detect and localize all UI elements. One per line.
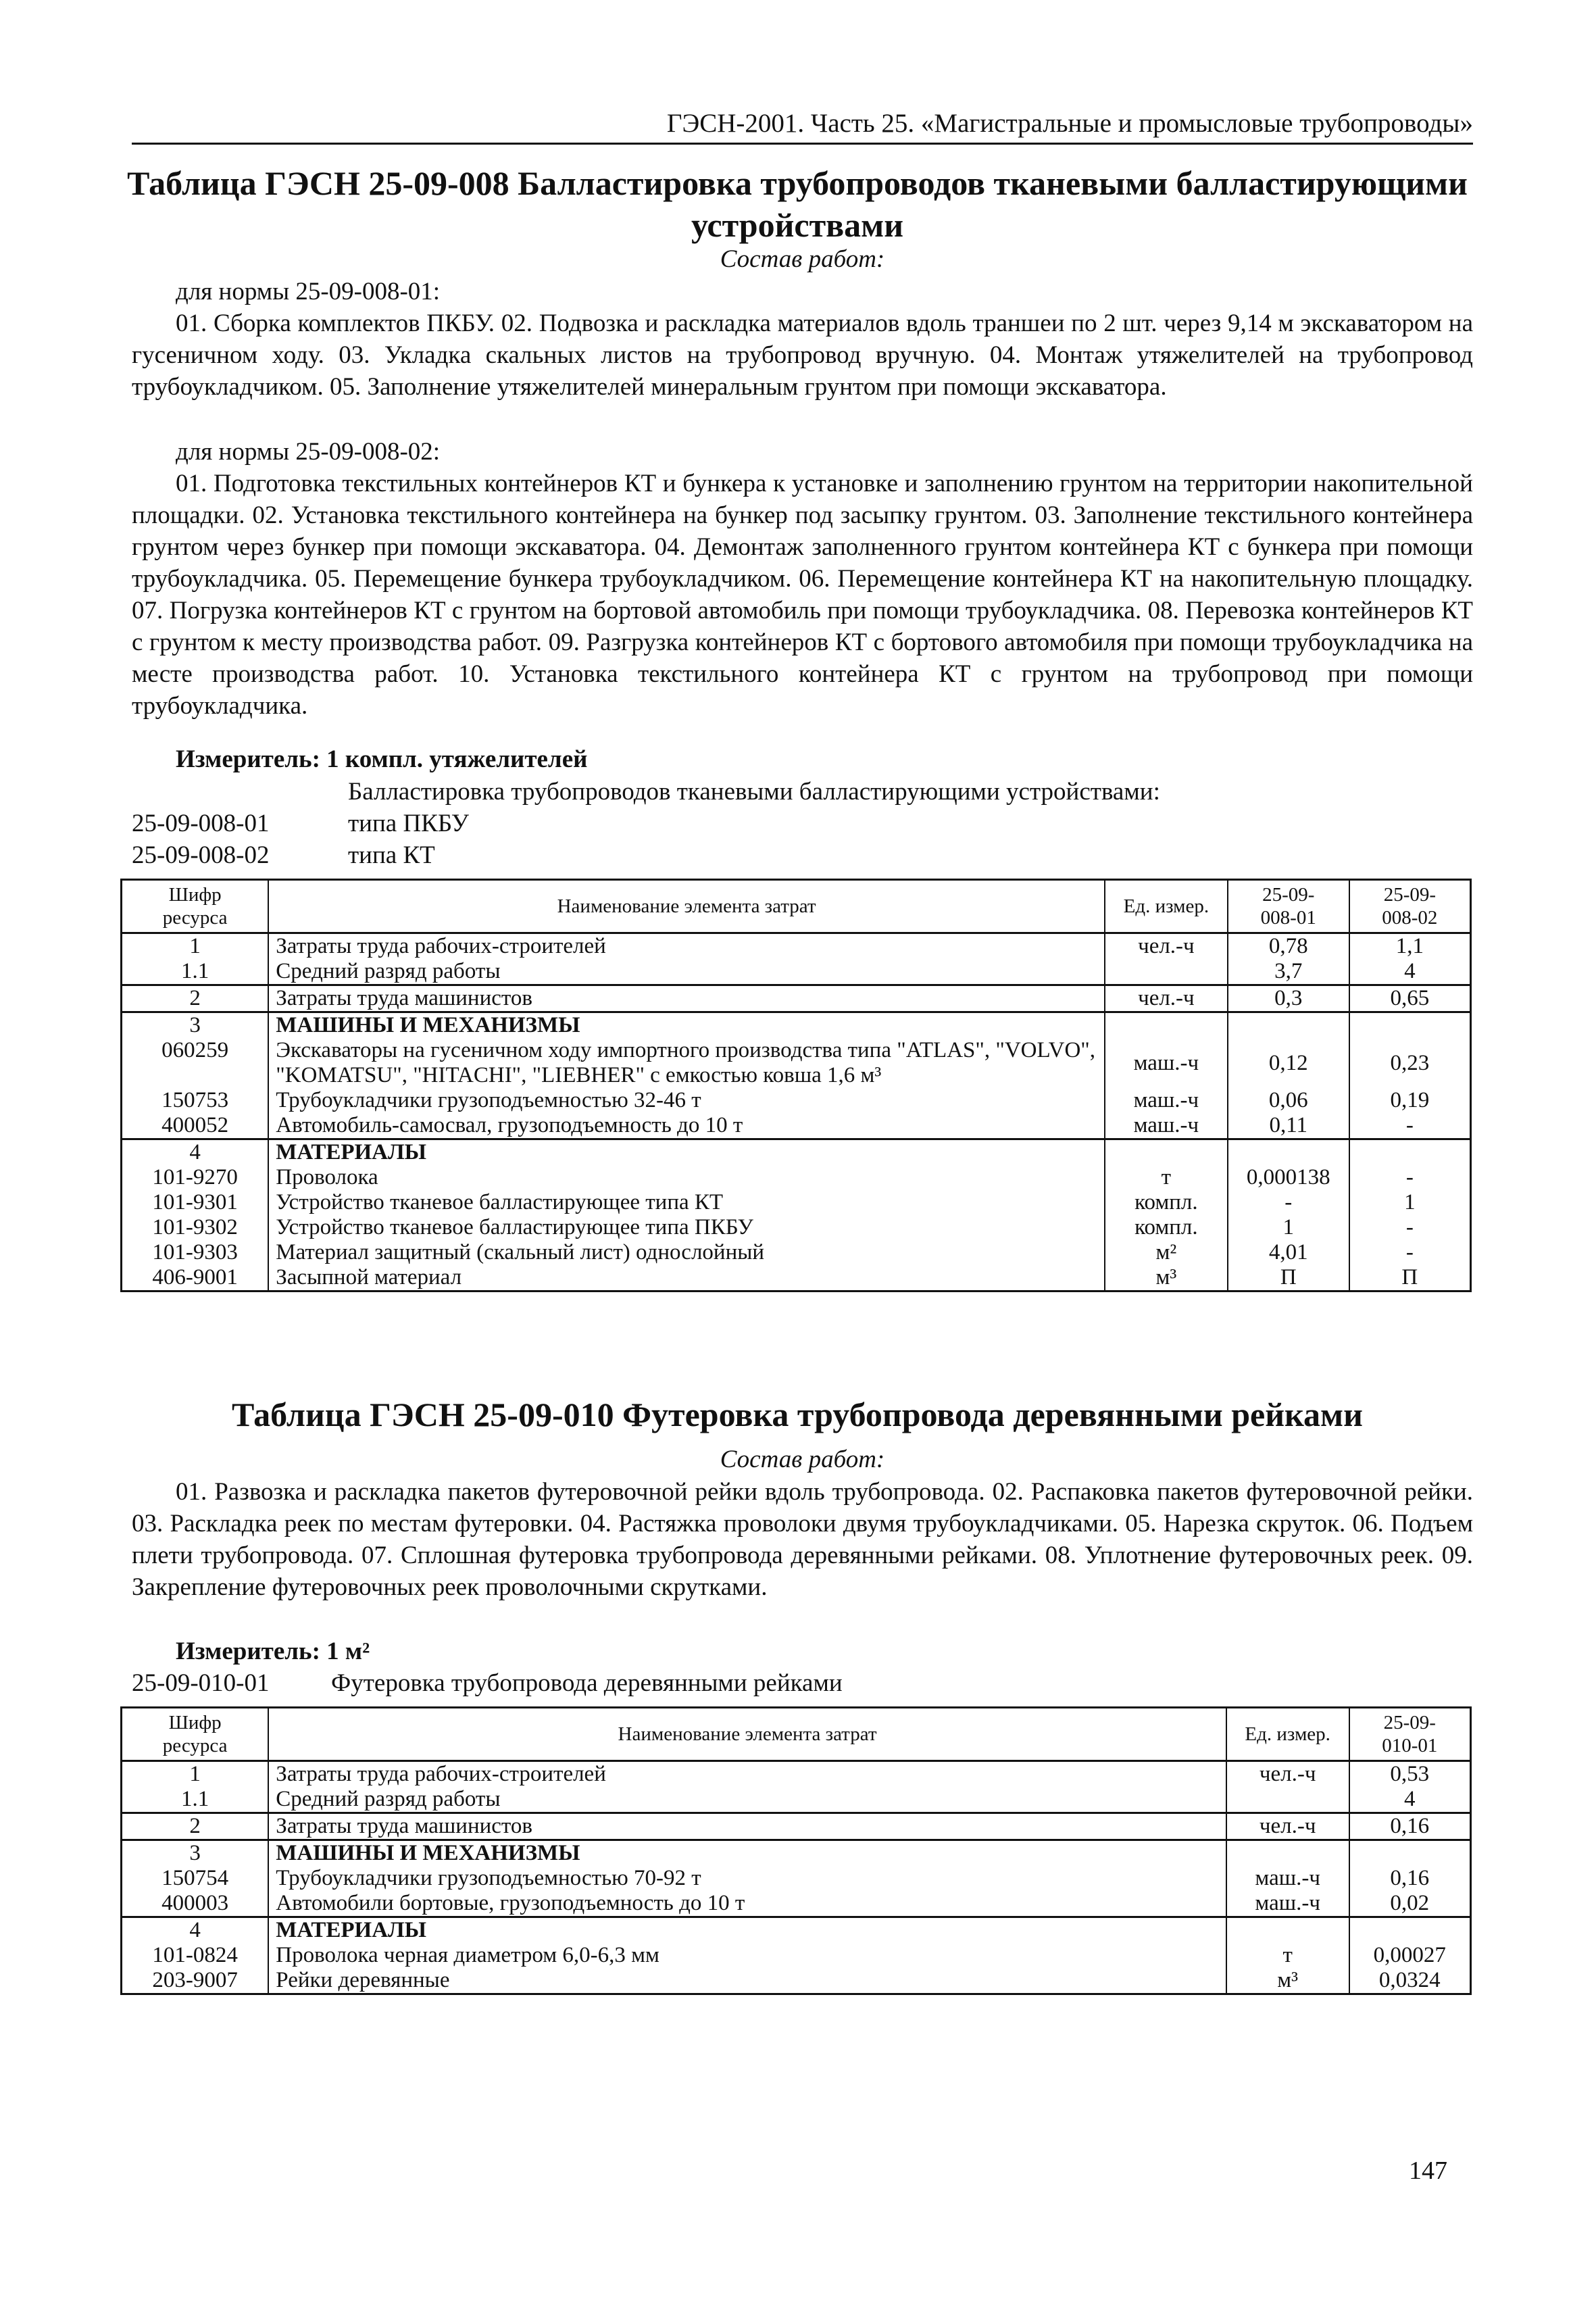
cell-name: Устройство тканевое балластирующее типа КТ — [268, 1190, 1105, 1215]
cell-value — [1349, 1840, 1471, 1867]
header-name: Наименование элемента затрат — [268, 880, 1105, 933]
cell-section-name: МАШИНЫ И МЕХАНИЗМЫ — [268, 1840, 1226, 1867]
header-unit: Ед. измер. — [1226, 1708, 1349, 1761]
cell-code: 1 — [122, 933, 269, 960]
variant-name: типа КТ — [348, 841, 435, 869]
cell-code: 101-9303 — [122, 1240, 269, 1265]
cell-name: Автомобиль-самосвал, грузоподъемность до 10 т — [268, 1113, 1105, 1139]
cell-code: 2 — [122, 1813, 269, 1840]
table1-composition-label: Состав работ: — [720, 245, 885, 273]
cell-name: Рейки деревянные — [268, 1968, 1226, 1994]
cell-value: - — [1349, 1240, 1471, 1265]
cell-value — [1228, 1012, 1349, 1039]
cell-value: 1,1 — [1349, 933, 1471, 960]
variant-code: 25-09-010-01 — [132, 1669, 270, 1697]
table-row — [122, 985, 1471, 1012]
cell-code: 150753 — [122, 1088, 269, 1113]
variant-code: 25-09-008-02 — [132, 841, 270, 869]
table-row — [122, 1968, 1471, 1994]
cell-name: Устройство тканевое балластирующее типа ПКБУ — [268, 1215, 1105, 1240]
table-row — [122, 1139, 1471, 1166]
cell-value: П — [1228, 1265, 1349, 1291]
cell-value: 0,65 — [1349, 985, 1471, 1012]
cell-unit — [1226, 1840, 1349, 1867]
table2-header-row — [122, 1708, 1471, 1761]
cell-value: 4 — [1349, 1787, 1471, 1813]
table-row — [122, 1891, 1471, 1917]
cell-value: 0,16 — [1349, 1866, 1471, 1891]
table-row — [122, 1866, 1471, 1891]
table-row — [122, 1215, 1471, 1240]
table-row — [122, 1917, 1471, 1944]
cell-unit — [1226, 1787, 1349, 1813]
cell-value: 4 — [1349, 959, 1471, 985]
running-header: ГЭСН-2001. Часть 25. «Магистральные и промысловые трубопроводы» — [132, 108, 1473, 145]
cell-name: Затраты труда рабочих-строителей — [268, 1761, 1226, 1788]
cell-value: 1 — [1228, 1215, 1349, 1240]
table-row — [122, 1787, 1471, 1813]
cell-value: - — [1349, 1165, 1471, 1190]
cell-unit: компл. — [1105, 1190, 1228, 1215]
table1-measure: Измеритель: 1 компл. утяжелителей — [176, 745, 588, 773]
cell-value: 0,06 — [1228, 1088, 1349, 1113]
cell-section-name: МАТЕРИАЛЫ — [268, 1917, 1226, 1944]
cell-name: Проволока черная диаметром 6,0-6,3 мм — [268, 1943, 1226, 1968]
cell-name: Засыпной материал — [268, 1265, 1105, 1291]
table-row — [122, 1265, 1471, 1291]
cell-value: 0,02 — [1349, 1891, 1471, 1917]
cell-code: 4 — [122, 1139, 269, 1166]
header-name: Наименование элемента затрат — [268, 1708, 1226, 1761]
table-row — [122, 1190, 1471, 1215]
cell-unit — [1105, 1012, 1228, 1039]
table-row — [122, 1038, 1471, 1088]
cell-unit: т — [1226, 1943, 1349, 1968]
table-row — [122, 1761, 1471, 1788]
table1-intro: Балластировка трубопроводов тканевыми балластирующими устройствами: — [348, 778, 1160, 806]
variant-name: типа ПКБУ — [348, 810, 469, 837]
cell-unit: компл. — [1105, 1215, 1228, 1240]
cell-value: 0,53 — [1349, 1761, 1471, 1788]
cell-unit: чел.-ч — [1105, 985, 1228, 1012]
table-row — [122, 1165, 1471, 1190]
table-row — [122, 1840, 1471, 1867]
cell-code: 101-9302 — [122, 1215, 269, 1240]
cell-name: Затраты труда машинистов — [268, 985, 1105, 1012]
cell-code: 1.1 — [122, 959, 269, 985]
header-norm-02: 25-09- 008-02 — [1349, 880, 1471, 933]
table-row — [122, 1813, 1471, 1840]
table-row — [122, 959, 1471, 985]
cell-value: 0,16 — [1349, 1813, 1471, 1840]
cell-code: 101-9301 — [122, 1190, 269, 1215]
cell-code: 400003 — [122, 1891, 269, 1917]
cell-value — [1349, 1012, 1471, 1039]
norm1-label: для нормы 25-09-008-01: — [176, 278, 441, 305]
header-norm-01: 25-09- 008-01 — [1228, 880, 1349, 933]
page-number: 147 — [1409, 2157, 1447, 2185]
table-row — [122, 1088, 1471, 1113]
header-unit: Ед. измер. — [1105, 880, 1228, 933]
cell-unit: маш.-ч — [1226, 1891, 1349, 1917]
norm1-text: 01. Сборка комплектов ПКБУ. 02. Подвозка и раскладка материалов вдоль траншеи по 2 шт. через 9,14 м экскаватором на гусеничном ходу. 03. Укладка скальных листов на трубопровод вручную. 04. Монтаж утяжелителей на трубопровод трубоукладчиком. 05. Заполнение утяжелителей минеральным грунтом при помощи экскаватора. — [132, 310, 1473, 401]
cell-code: 3 — [122, 1012, 269, 1039]
cell-value: 0,11 — [1228, 1113, 1349, 1139]
cell-value: 0,0324 — [1349, 1968, 1471, 1994]
cell-value: 4,01 — [1228, 1240, 1349, 1265]
cell-value: 0,23 — [1349, 1038, 1471, 1088]
cell-code: 060259 — [122, 1038, 269, 1088]
cell-unit: чел.-ч — [1226, 1761, 1349, 1788]
cell-code: 400052 — [122, 1113, 269, 1139]
table1-title: Таблица ГЭСН 25-09-008 Балластировка трубопроводов тканевыми балластирующими устройствами — [127, 164, 1468, 244]
cell-name: Трубоукладчики грузоподъемностью 32-46 т — [268, 1088, 1105, 1113]
cell-name: Автомобили бортовые, грузоподъемность до 10 т — [268, 1891, 1226, 1917]
header-code: Шифр ресурса — [122, 1708, 269, 1761]
cell-name: Материал защитный (скальный лист) однослойный — [268, 1240, 1105, 1265]
cell-unit: маш.-ч — [1105, 1038, 1228, 1088]
table-row — [122, 1240, 1471, 1265]
cell-value: 0,12 — [1228, 1038, 1349, 1088]
table-row — [122, 1012, 1471, 1039]
cell-value — [1349, 1917, 1471, 1944]
table1-header-row — [122, 880, 1471, 933]
cell-unit: чел.-ч — [1226, 1813, 1349, 1840]
table-row — [122, 1113, 1471, 1139]
table-row — [122, 933, 1471, 960]
cell-name: Трубоукладчики грузоподъемностью 70-92 т — [268, 1866, 1226, 1891]
cell-value: П — [1349, 1265, 1471, 1291]
table2-composition-text: 01. Развозка и раскладка пакетов футеровочной рейки вдоль трубопровода. 02. Распаковка пакетов футеровочной рейки. 03. Раскладка реек по местам футеровки. 04. Растяжка проволоки двумя трубоукладчиками. 05. Нарезка скруток. 06. Подъем плети трубопровода. 07. Сплошная футеровка трубопровода деревянными рейками. 08. Уплотнение футеровочных реек. 09. Закрепление футеровочных реек проволочными скрутками. — [132, 1478, 1473, 1601]
cell-value: - — [1349, 1113, 1471, 1139]
cell-unit: м³ — [1105, 1265, 1228, 1291]
cell-section-name: МАТЕРИАЛЫ — [268, 1139, 1105, 1166]
table-row — [122, 1943, 1471, 1968]
cell-unit: м³ — [1226, 1968, 1349, 1994]
cell-value: - — [1228, 1190, 1349, 1215]
cell-value: 0,3 — [1228, 985, 1349, 1012]
cell-unit: чел.-ч — [1105, 933, 1228, 960]
variant-name: Футеровка трубопровода деревянными рейками — [331, 1669, 843, 1697]
cell-value: 0,78 — [1228, 933, 1349, 960]
cell-code: 1.1 — [122, 1787, 269, 1813]
cell-code: 101-0824 — [122, 1943, 269, 1968]
table2-measure: Измеритель: 1 м² — [176, 1638, 370, 1665]
norm2-label: для нормы 25-09-008-02: — [176, 438, 441, 466]
cell-code: 101-9270 — [122, 1165, 269, 1190]
cell-code: 4 — [122, 1917, 269, 1944]
cell-unit: м² — [1105, 1240, 1228, 1265]
cell-code: 406-9001 — [122, 1265, 269, 1291]
cell-name: Средний разряд работы — [268, 1787, 1226, 1813]
cell-code: 1 — [122, 1761, 269, 1788]
header-code: Шифр ресурса — [122, 880, 269, 933]
cell-value: 0,000138 — [1228, 1165, 1349, 1190]
cell-value — [1349, 1139, 1471, 1166]
cell-unit: маш.-ч — [1105, 1113, 1228, 1139]
norm2-text: 01. Подготовка текстильных контейнеров КТ и бункера к установке и заполнению грунтом на территории накопительной площадки. 02. Установка текстильного контейнера на бункер под засыпку грунтом. 03. Заполнение текстильного контейнера грунтом через бункер при помощи экскаватора. 04. Демонтаж заполненного грунтом контейнера КТ с бункера при помощи трубоукладчика. 05. Перемещение бункера трубоукладчиком. 06. Перемещение контейнера КТ на накопительную площадку. 07. Погрузка контейнеров КТ с грунтом на бортовой автомобиль при помощи трубоукладчика. 08. Перевозка контейнеров КТ с грунтом к месту производства работ. 09. Разгрузка контейнеров КТ с бортового автомобиля при помощи трубоукладчика на месте производства работ. 10. Установка текстильного контейнера КТ с грунтом на трубопровод при помощи трубоукладчика. — [132, 470, 1473, 720]
cell-code: 3 — [122, 1840, 269, 1867]
cell-value: 0,19 — [1349, 1088, 1471, 1113]
cell-name: Затраты труда рабочих-строителей — [268, 933, 1105, 960]
cell-value: 0,00027 — [1349, 1943, 1471, 1968]
cell-section-name: МАШИНЫ И МЕХАНИЗМЫ — [268, 1012, 1105, 1039]
cell-unit: маш.-ч — [1105, 1088, 1228, 1113]
cell-unit: т — [1105, 1165, 1228, 1190]
table2-resources — [120, 1706, 1472, 1995]
cell-value: 1 — [1349, 1190, 1471, 1215]
cell-value: - — [1349, 1215, 1471, 1240]
cell-unit — [1226, 1917, 1349, 1944]
cell-name: Проволока — [268, 1165, 1105, 1190]
cell-unit — [1105, 1139, 1228, 1166]
header-norm-01: 25-09- 010-01 — [1349, 1708, 1471, 1761]
table1-resources — [120, 879, 1472, 1292]
cell-unit — [1105, 959, 1228, 985]
cell-code: 150754 — [122, 1866, 269, 1891]
table2-composition-label: Состав работ: — [720, 1446, 885, 1473]
cell-value — [1228, 1139, 1349, 1166]
cell-name: Средний разряд работы — [268, 959, 1105, 985]
cell-code: 203-9007 — [122, 1968, 269, 1994]
cell-code: 2 — [122, 985, 269, 1012]
cell-unit: маш.-ч — [1226, 1866, 1349, 1891]
cell-name: Затраты труда машинистов — [268, 1813, 1226, 1840]
table2-title: Таблица ГЭСН 25-09-010 Футеровка трубопровода деревянными рейками — [232, 1396, 1363, 1433]
variant-code: 25-09-008-01 — [132, 810, 270, 837]
cell-name: Экскаваторы на гусеничном ходу импортного производства типа "ATLAS", "VOLVO", "KOMATSU", "HITACHI", "LIEBHER" с емкостью ковша 1,6 м³ — [268, 1038, 1105, 1088]
cell-value: 3,7 — [1228, 959, 1349, 985]
